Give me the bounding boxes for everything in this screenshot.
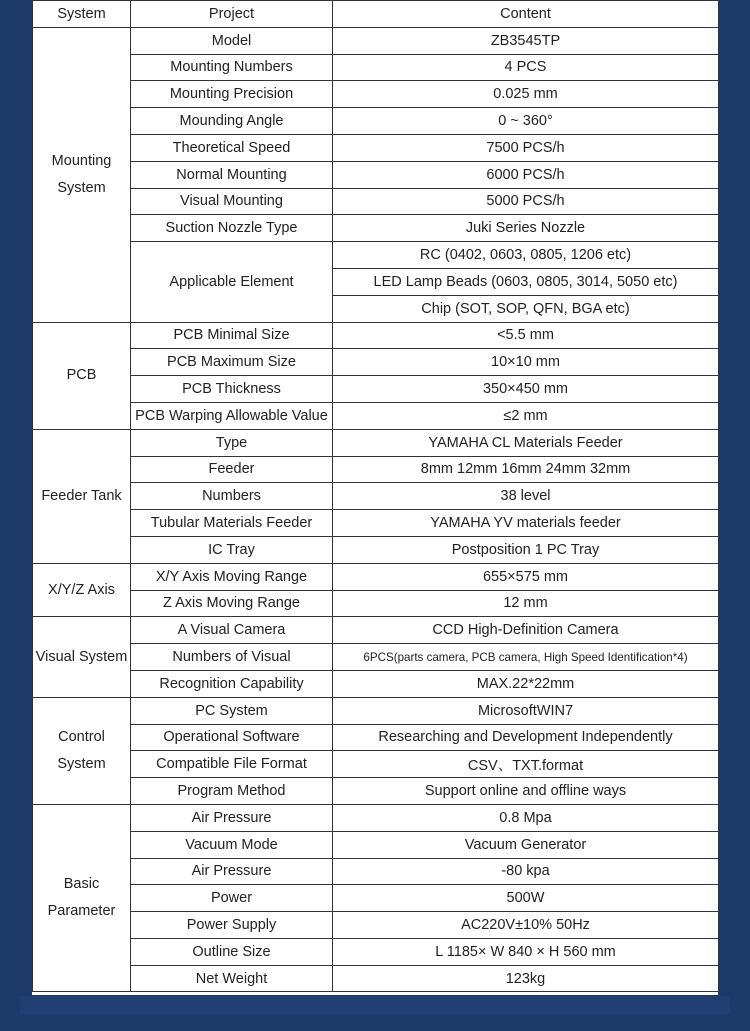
table-row — [33, 134, 719, 161]
project-cell: Suction Nozzle Type — [131, 215, 333, 242]
project-cell: Power Supply — [131, 912, 333, 939]
system-control: Control System — [33, 697, 131, 804]
table-row — [33, 563, 719, 590]
table-row — [33, 215, 719, 242]
project-cell: Model — [131, 27, 333, 54]
content-cell: 5000 PCS/h — [333, 188, 719, 215]
content-cell: MicrosoftWIN7 — [333, 697, 719, 724]
content-cell: MAX.22*22mm — [333, 670, 719, 697]
content-cell: YAMAHA CL Materials Feeder — [333, 429, 719, 456]
table-row — [33, 778, 719, 805]
content-cell: Chip (SOT, SOP, QFN, BGA etc) — [333, 295, 719, 322]
table-row — [33, 751, 719, 778]
project-cell: PC System — [131, 697, 333, 724]
project-cell: Numbers of Visual — [131, 644, 333, 671]
table-row — [33, 54, 719, 81]
table-row — [33, 242, 719, 269]
content-cell: 0.8 Mpa — [333, 804, 719, 831]
project-cell: Z Axis Moving Range — [131, 590, 333, 617]
project-cell: Net Weight — [131, 965, 333, 992]
project-cell: Recognition Capability — [131, 670, 333, 697]
table-row — [33, 81, 719, 108]
content-cell: ≤2 mm — [333, 402, 719, 429]
project-cell: X/Y Axis Moving Range — [131, 563, 333, 590]
project-cell: PCB Warping Allowable Value — [131, 402, 333, 429]
project-cell: PCB Thickness — [131, 376, 333, 403]
project-cell: Normal Mounting — [131, 161, 333, 188]
content-cell: Juki Series Nozzle — [333, 215, 719, 242]
project-cell: Feeder — [131, 456, 333, 483]
table-row — [33, 161, 719, 188]
system-visual: Visual System — [33, 617, 131, 697]
table-row — [33, 938, 719, 965]
system-pcb: PCB — [33, 322, 131, 429]
project-cell: Mounting Precision — [131, 81, 333, 108]
content-cell: 10×10 mm — [333, 349, 719, 376]
project-cell: Program Method — [131, 778, 333, 805]
table-row — [33, 804, 719, 831]
table-row — [33, 429, 719, 456]
project-cell: PCB Maximum Size — [131, 349, 333, 376]
content-cell: -80 kpa — [333, 858, 719, 885]
table-row — [33, 617, 719, 644]
content-cell: ZB3545TP — [333, 27, 719, 54]
content-cell: RC (0402, 0603, 0805, 1206 etc) — [333, 242, 719, 269]
table-row — [33, 724, 719, 751]
table-row — [33, 590, 719, 617]
project-cell: IC Tray — [131, 536, 333, 563]
table-row — [33, 858, 719, 885]
content-cell: 12 mm — [333, 590, 719, 617]
project-cell: Operational Software — [131, 724, 333, 751]
table-row — [33, 349, 719, 376]
content-cell: 6PCS(parts camera, PCB camera, High Speed Identification*4) — [333, 644, 719, 671]
table-row — [33, 108, 719, 135]
project-cell: Vacuum Mode — [131, 831, 333, 858]
bottom-frame-bar — [20, 996, 730, 1014]
content-cell: 0 ~ 360° — [333, 108, 719, 135]
table-row — [33, 697, 719, 724]
content-cell: CSV、TXT.format — [333, 751, 719, 778]
spec-table — [32, 0, 719, 992]
system-basic-parameter: Basic Parameter — [33, 804, 131, 992]
project-cell: Air Pressure — [131, 804, 333, 831]
content-cell: LED Lamp Beads (0603, 0805, 3014, 5050 etc) — [333, 268, 719, 295]
header-content: Content — [333, 1, 719, 28]
project-cell: Compatible File Format — [131, 751, 333, 778]
table-row — [33, 376, 719, 403]
system-axis: X/Y/Z Axis — [33, 563, 131, 617]
project-cell: Outline Size — [131, 938, 333, 965]
content-cell: Support online and offline ways — [333, 778, 719, 805]
system-mounting: Mounting System — [33, 27, 131, 322]
project-cell: Theoretical Speed — [131, 134, 333, 161]
table-row — [33, 670, 719, 697]
content-cell: Researching and Development Independently — [333, 724, 719, 751]
content-cell: 38 level — [333, 483, 719, 510]
table-row — [33, 456, 719, 483]
project-cell: A Visual Camera — [131, 617, 333, 644]
content-cell: <5.5 mm — [333, 322, 719, 349]
project-cell: Visual Mounting — [131, 188, 333, 215]
content-cell: 123kg — [333, 965, 719, 992]
project-cell: PCB Minimal Size — [131, 322, 333, 349]
content-cell: CCD High-Definition Camera — [333, 617, 719, 644]
project-cell: Type — [131, 429, 333, 456]
table-row — [33, 402, 719, 429]
table-row — [33, 322, 719, 349]
table-row — [33, 510, 719, 537]
project-cell-applicable-element: Applicable Element — [131, 242, 333, 322]
spec-sheet — [32, 0, 718, 995]
content-cell: AC220V±10% 50Hz — [333, 912, 719, 939]
project-cell: Tubular Materials Feeder — [131, 510, 333, 537]
table-row — [33, 831, 719, 858]
content-cell: 500W — [333, 885, 719, 912]
table-row — [33, 644, 719, 671]
header-project: Project — [131, 1, 333, 28]
project-cell: Mounting Numbers — [131, 54, 333, 81]
header-system: System — [33, 1, 131, 28]
table-row — [33, 912, 719, 939]
table-row — [33, 483, 719, 510]
content-cell: 6000 PCS/h — [333, 161, 719, 188]
content-cell: 4 PCS — [333, 54, 719, 81]
project-cell: Numbers — [131, 483, 333, 510]
content-cell: 0.025 mm — [333, 81, 719, 108]
project-cell: Mounding Angle — [131, 108, 333, 135]
project-cell: Power — [131, 885, 333, 912]
content-cell: 655×575 mm — [333, 563, 719, 590]
content-cell: Vacuum Generator — [333, 831, 719, 858]
table-row — [33, 536, 719, 563]
content-cell: 350×450 mm — [333, 376, 719, 403]
table-row — [33, 188, 719, 215]
content-cell: L 1185× W 840 × H 560 mm — [333, 938, 719, 965]
table-row — [33, 27, 719, 54]
content-cell: YAMAHA YV materials feeder — [333, 510, 719, 537]
system-feeder-tank: Feeder Tank — [33, 429, 131, 563]
content-cell: 7500 PCS/h — [333, 134, 719, 161]
header-row — [33, 1, 719, 28]
content-cell: 8mm 12mm 16mm 24mm 32mm — [333, 456, 719, 483]
table-row — [33, 965, 719, 992]
project-cell: Air Pressure — [131, 858, 333, 885]
content-cell: Postposition 1 PC Tray — [333, 536, 719, 563]
table-row — [33, 885, 719, 912]
